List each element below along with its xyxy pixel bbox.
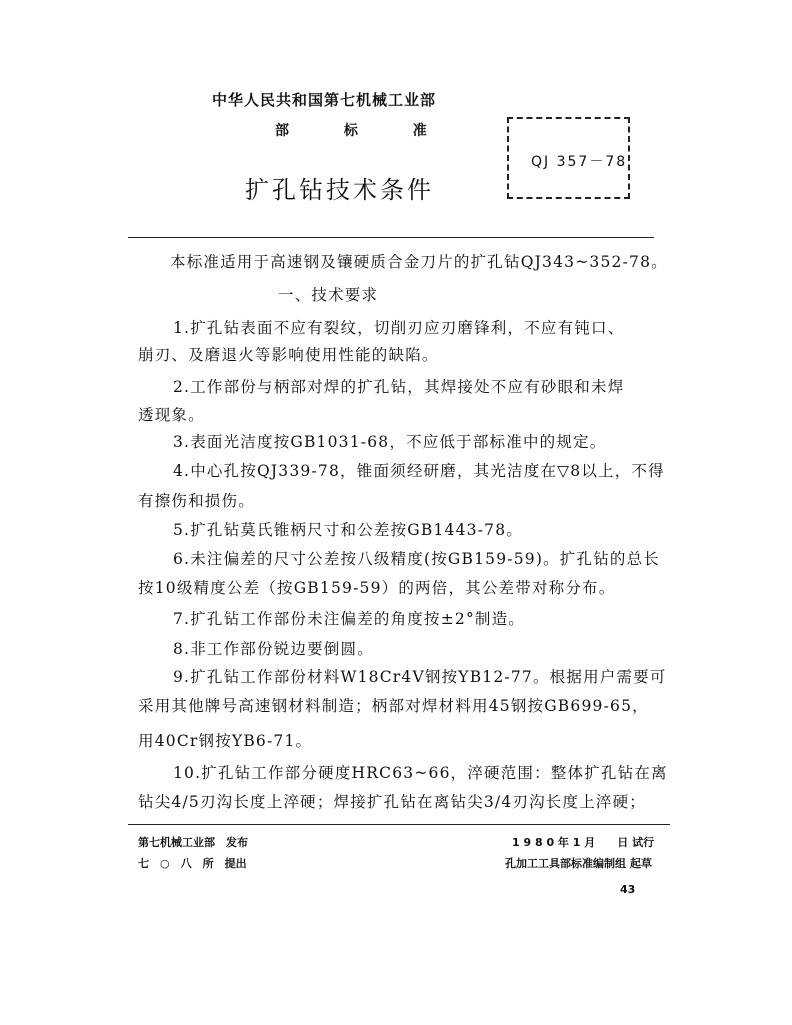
document-title: 扩孔钻技术条件 <box>245 176 434 204</box>
standard-type-char: 准 <box>412 123 427 139</box>
body-line: 崩刃、及磨退火等影响使用性能的缺陷。 <box>138 346 439 364</box>
body-line: 4.中心孔按QJ339-78，锥面须经研磨，其光洁度在▽8以上，不得 <box>173 462 665 480</box>
body-line: 用40Cr钢按YB6-71。 <box>138 732 313 750</box>
body-line: 1.扩孔钻表面不应有裂纹，切削刃应刃磨锋利，不应有钝口、 <box>173 319 625 337</box>
section-heading: 一、技术要求 <box>278 286 379 304</box>
footer-divider <box>128 824 670 825</box>
body-line: 7.扩孔钻工作部份未注偏差的角度按±2°制造。 <box>173 610 525 628</box>
trial-date-line: 1 9 8 0 年 1 月 日 试行 <box>512 836 655 849</box>
body-line: 钻尖4/5刃沟长度上淬硬；焊接扩孔钻在离钻尖3/4刃沟长度上淬硬； <box>138 793 646 811</box>
ministry-name: 中华人民共和国第七机械工业部 <box>212 91 437 109</box>
page-number: 43 <box>620 883 636 896</box>
body-line: 9.扩孔钻工作部份材料W18Cr4V钢按YB12-77。根据用户需要可 <box>173 668 667 686</box>
standard-type-char: 标 <box>343 123 358 139</box>
proposer-line: 七 ○ 八 所 提出 <box>138 857 247 870</box>
publisher-line: 第七机械工业部 发布 <box>138 836 248 849</box>
standard-type-char: 部 <box>275 123 289 139</box>
standard-code-box <box>507 117 630 199</box>
body-line: 5.扩孔钻莫氏锥柄尺寸和公差按GB1443-78。 <box>173 521 523 539</box>
body-line: 2.工作部份与柄部对焊的扩孔钻，其焊接处不应有砂眼和未焊 <box>173 378 625 396</box>
header-divider <box>128 237 654 238</box>
body-line: 10.扩孔钻工作部分硬度HRC63~66，淬硬范围：整体扩孔钻在离 <box>173 764 668 782</box>
drafter-line: 孔加工工具部标准编制组 起草 <box>505 857 652 870</box>
body-line: 3.表面光洁度按GB1031-68，不应低于部标准中的规定。 <box>173 433 607 451</box>
body-line: 按10级精度公差（按GB159-59）的两倍，其公差带对称分布。 <box>138 579 616 597</box>
standard-code: QJ 357－78 <box>531 154 628 170</box>
intro-paragraph: 本标准适用于高速钢及镶硬质合金刀片的扩孔钻QJ343~352-78。 <box>170 253 668 271</box>
body-line: 有擦伤和损伤。 <box>138 492 255 510</box>
standard-type-label <box>262 120 440 140</box>
body-line: 6.未注偏差的尺寸公差按八级精度(按GB159-59)。扩孔钻的总长 <box>173 550 661 568</box>
body-line: 8.非工作部份锐边要倒圆。 <box>173 640 374 658</box>
body-line: 采用其他牌号高速钢材料制造；柄部对焊材料用45钢按GB699-65， <box>138 697 649 715</box>
body-line: 透现象。 <box>138 406 205 424</box>
